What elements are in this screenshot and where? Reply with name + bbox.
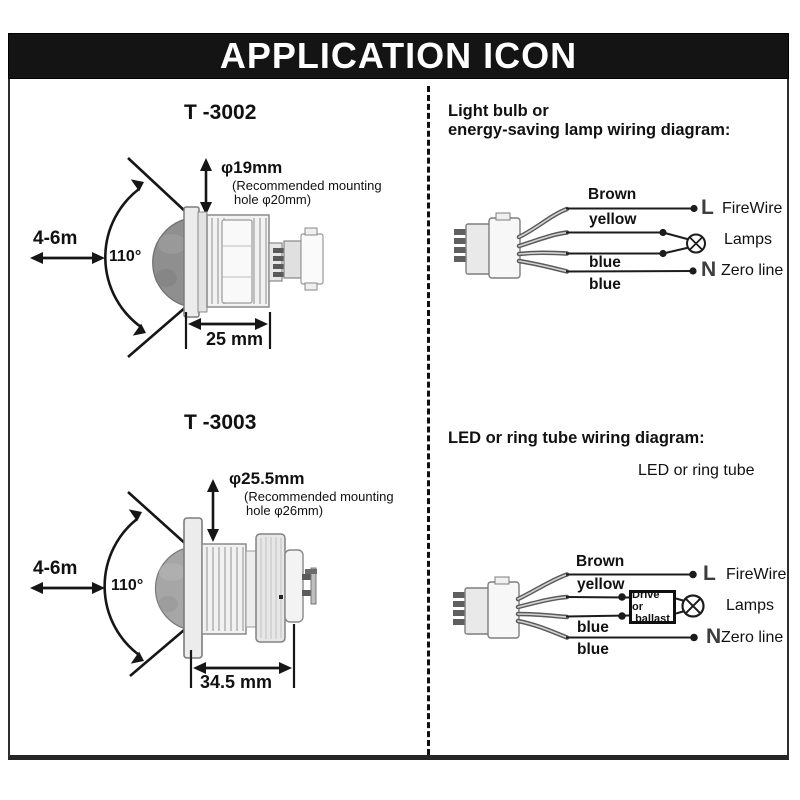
bulb-live-letter: L — [701, 196, 714, 219]
driver-ballast-box — [629, 590, 676, 624]
led-wire-label-brown: Brown — [576, 553, 625, 570]
mounting-flange — [184, 518, 202, 658]
bulb-wire-label-blue1: blue — [589, 254, 621, 271]
led-neutral-label: Zero line — [721, 629, 784, 646]
bulb-wire-label-brown: Brown — [588, 186, 637, 203]
led-wiring-title: LED or ring tube wiring diagram: — [448, 429, 705, 447]
t3002-mount-note-line1: (Recommended mounting — [232, 178, 382, 193]
bulb-wire-label-yellow: yellow — [589, 211, 637, 228]
wire-socket — [284, 241, 301, 278]
led-wire-label-blue1: blue — [577, 619, 609, 636]
bulb-live-label: FireWire — [722, 200, 783, 217]
led-wire-label-yellow: yellow — [577, 576, 625, 593]
t3002-mount-note-line2: hole φ20mm) — [234, 192, 312, 207]
t3003-mount-note-line1: (Recommended mounting — [244, 489, 394, 504]
led-lamp-label: Lamps — [726, 597, 775, 614]
t3003-mount-note-line2: hole φ26mm) — [246, 503, 324, 518]
led-wire-label-blue2: blue — [577, 641, 609, 658]
wire-fan — [518, 575, 567, 638]
t3002-width-label: 25 mm — [206, 329, 264, 349]
mounting-flange — [184, 207, 199, 317]
t3002-diameter-label: φ19mm — [221, 158, 283, 177]
led-live-letter: L — [703, 562, 716, 585]
threaded-body — [202, 544, 246, 634]
lamp-icon — [687, 235, 705, 253]
t3002-angle-label: 110° — [109, 248, 142, 265]
t3003-range-label: 4-6m — [33, 558, 78, 579]
range-arrow — [30, 252, 105, 264]
bulb-wiring-art — [454, 205, 705, 278]
diameter-arrow — [200, 158, 212, 215]
t3002-model-label: T -3002 — [184, 101, 257, 124]
wire-fan — [519, 209, 567, 272]
bulb-neutral-label: Zero line — [721, 262, 784, 279]
bulb-wiring-title-line2: energy-saving lamp wiring diagram: — [448, 121, 731, 139]
t3003-model-label: T -3003 — [184, 411, 257, 434]
bulb-wire-label-blue2: blue — [589, 276, 621, 293]
sensor-plug — [454, 213, 520, 278]
t3003-width-label: 34.5 mm — [200, 672, 273, 692]
rear-body — [285, 550, 303, 622]
bulb-wiring-title — [448, 102, 730, 140]
page-title: APPLICATION ICON — [219, 35, 578, 76]
range-arrow — [30, 582, 105, 594]
t3003-diameter-label: φ25.5mm — [229, 469, 305, 488]
bulb-lamp-label: Lamps — [724, 231, 773, 248]
lock-nut — [222, 220, 252, 303]
diameter-arrow — [207, 479, 219, 542]
t3003-angle-label: 110° — [111, 577, 144, 594]
bulb-wiring-title-line1: Light bulb or — [448, 102, 549, 120]
sensor-plug — [453, 577, 519, 638]
lamp-icon — [683, 596, 704, 617]
driver-box-line1: Drive or — [632, 589, 660, 613]
led-neutral-letter: N — [706, 625, 722, 648]
t3002-range-label: 4-6m — [33, 228, 78, 249]
bulb-neutral-letter: N — [701, 258, 717, 281]
led-subtitle: LED or ring tube — [638, 462, 755, 479]
driver-box-line2: ballast — [635, 613, 670, 625]
led-live-label: FireWire — [726, 566, 787, 583]
t3002-sensor-drawing — [153, 207, 323, 317]
